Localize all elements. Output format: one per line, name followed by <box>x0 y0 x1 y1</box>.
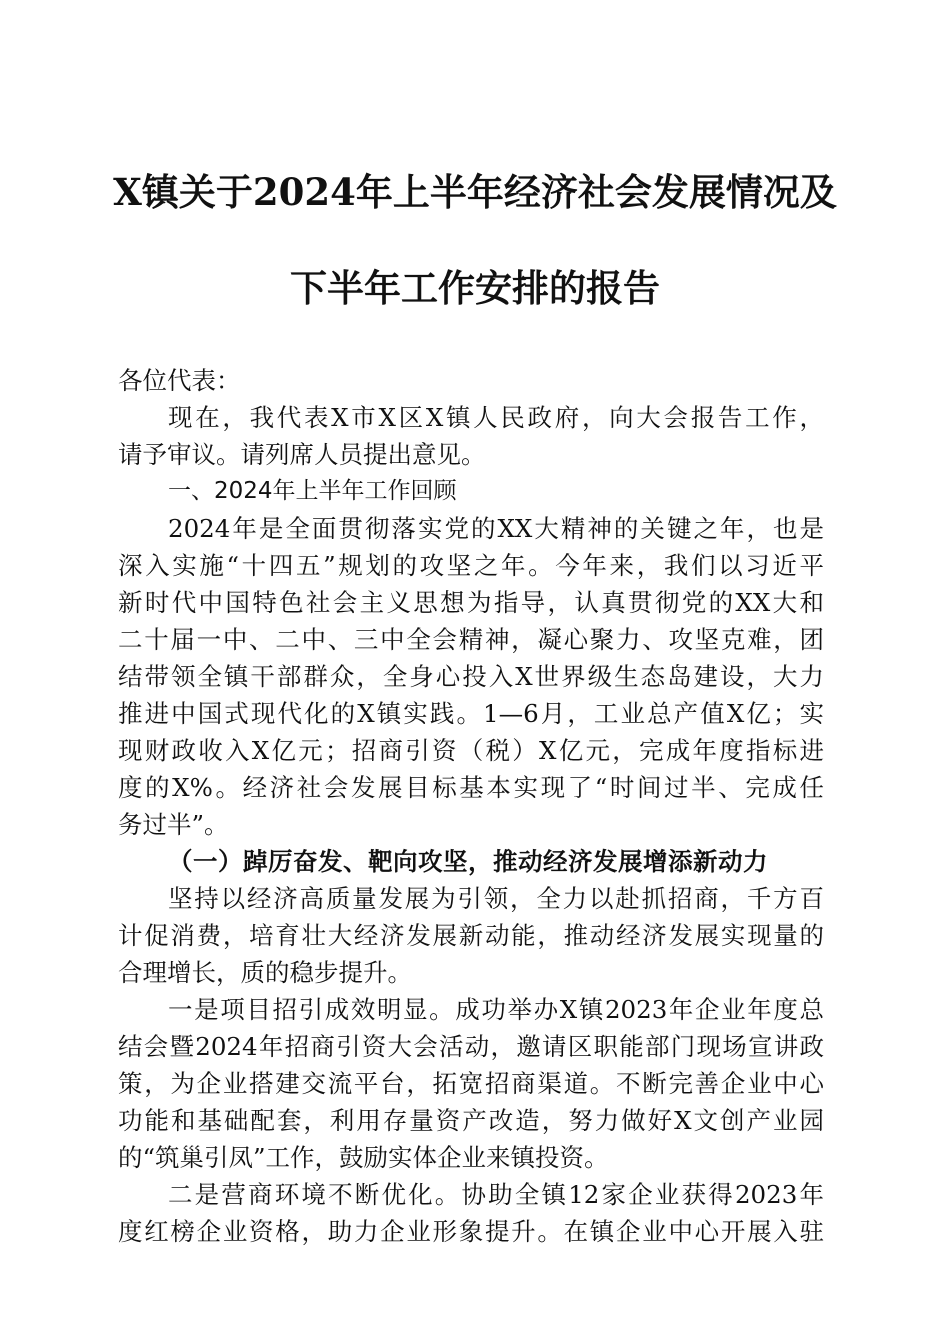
paragraph-line: 现在，我代表X市X区X镇人民政府，向大会报告工作， <box>168 403 824 432</box>
paragraph-line: 现财政收入X亿元；招商引资（税）X亿元，完成年度指标进 <box>118 736 824 765</box>
document-title-line-1: X镇关于2024年上半年经济社会发展情况及 <box>113 170 837 214</box>
paragraph-line: 二十届一中、二中、三中全会精神，凝心聚力、攻坚克难，团 <box>118 625 824 654</box>
paragraph-line: 策，为企业搭建交流平台，拓宽招商渠道。不断完善企业中心 <box>118 1069 824 1098</box>
paragraph-line: 2024年是全面贯彻落实党的XX大精神的关键之年，也是 <box>168 514 824 543</box>
document-body <box>118 362 824 1250</box>
paragraph-line: 请予审议。请列席人员提出意见。 <box>118 440 486 469</box>
paragraph-line: 推进中国式现代化的X镇实践。1—6月，工业总产值X亿；实 <box>118 699 824 728</box>
paragraph-line: 二是营商环境不断优化。协助全镇12家企业获得2023年 <box>168 1180 824 1209</box>
paragraph-line: 计促消费，培育壮大经济发展新动能，推动经济发展实现量的 <box>118 921 824 950</box>
paragraph-line: 度红榜企业资格，助力企业形象提升。在镇企业中心开展入驻 <box>118 1217 824 1246</box>
paragraph-line: 务过半”。 <box>118 810 229 839</box>
paragraph-line: 一是项目招引成效明显。成功举办X镇2023年企业年度总 <box>168 995 824 1024</box>
paragraph-line: 功能和基础配套，利用存量资产改造，努力做好X文创产业园 <box>118 1106 824 1135</box>
document-title-line-2: 下半年工作安排的报告 <box>290 266 660 310</box>
paragraph-line: 结会暨2024年招商引资大会活动，邀请区职能部门现场宣讲政 <box>118 1032 824 1061</box>
paragraph-line: 度的X%。经济社会发展目标基本实现了“时间过半、完成任 <box>118 773 824 802</box>
paragraph-line: 合理增长，质的稳步提升。 <box>118 958 412 987</box>
paragraph-line: 深入实施“十四五”规划的攻坚之年。今年来，我们以习近平 <box>118 551 824 580</box>
paragraph-line: 新时代中国特色社会主义思想为指导，认真贯彻党的XX大和 <box>118 588 824 617</box>
subsection-heading: （一）踔厉奋发、靶向攻坚，推动经济发展增添新动力 <box>168 847 768 876</box>
paragraph-line: 坚持以经济高质量发展为引领，全力以赴抓招商，千方百 <box>168 884 824 913</box>
salutation: 各位代表： <box>118 366 241 395</box>
section-heading: 一、2024年上半年工作回顾 <box>168 478 457 504</box>
paragraph-line: 结带领全镇干部群众，全身心投入X世界级生态岛建设，大力 <box>118 662 824 691</box>
paragraph-line: 的“筑巢引凤”工作，鼓励实体企业来镇投资。 <box>118 1143 609 1172</box>
